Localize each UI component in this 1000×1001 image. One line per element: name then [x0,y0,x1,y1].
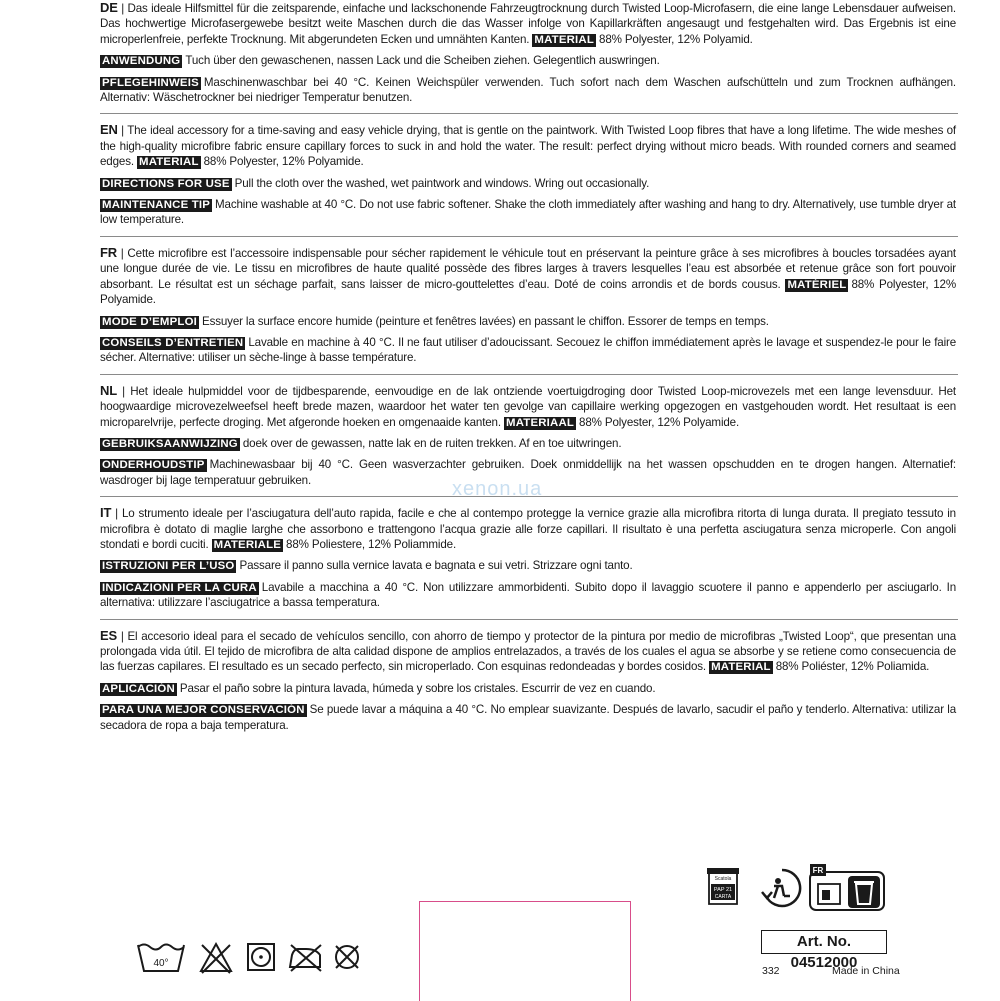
care-label: PFLEGEHINWEIS [102,76,199,89]
usage-paragraph [100,436,956,451]
usage-paragraph [100,558,956,573]
care-label: PARA UNA MEJOR CONSERVACIÓN [102,704,305,717]
section-it [100,505,956,610]
intro-text: El accesorio ideal para el secado de vehículos sencillo, con ahorro de tiempo y protector de la pintura por medio de microfibras „Twisted Loop“, que presentan una prolongada vida útil. El tejido de microfibra de alta calidad dispone de amplios entrelazados, a través de los cuales el agua se absorbe y se retiene como consecuencia de las fuerzas capilares. El resultado es un secado perfecto, sin microperlado. Con esquinas redondeadas y bordes cosidos. [100,629,956,674]
carton-top-label: Scatola [714,876,732,882]
usage-label: MODE D’EMPLOI [102,315,197,328]
usage-text: Pull the cloth over the washed, wet paintwork and windows. Wring out occasionally. [234,176,650,190]
intro-paragraph: ES | El accesorio ideal para el secado de vehículos sencillo, con ahorro de tiempo y protector de la pintura por medio de microfibras „Twisted Loop“, que presentan una prolongada vida útil. El tejido de microfibra de alta calidad dispone de amplios entrelazados, a través de los cuales el agua se absorbe y se retiene como consecuencia de las fuerzas capilares. El resultado es un secado perfecto, sin microperlado. Con esquinas redondeadas y bordes cosidos. MATERIAL 88% Poliéster, 12% Poliamida. [100,627,956,674]
usage-label: APLICACIÓN [102,682,175,695]
section-en [100,122,956,227]
intro-text: Het ideale hulpmiddel voor de tijdbesparende, eenvoudige en de lak ontziende voertuigdroging door Twisted Loop-microvezels met een lange levensduur. Het hoogwaardige microvezelweefsel heeft brede mazen, waardoor het water ten gevolge van capillaire werking opgezogen en vastgehouden wordt. Het resultaat is een microparelvrije, perfecte droging. Met afgeronde hoeken en omgenaaide kanten. [100,384,956,429]
material-label: MATÉRIEL [787,278,847,291]
section-nl [100,383,956,488]
material-label: MATERIAL [711,661,771,674]
care-paragraph [100,197,956,228]
no-iron-icon [286,941,326,973]
usage-label: DIRECTIONS FOR USE [102,177,230,190]
made-in-label: Made in China [832,965,900,977]
divider [100,374,958,375]
intro-text: The ideal accessory for a time-saving and easy vehicle drying, that is gentle on the paintwork. With Twisted Loop fibres that have a long lifetime. The wide meshes of the high-quality microfibre fabric ensure capillary forces to suck in and hold the water. The result: perfect drying without micro beads. With rounded corners and seamed edges. [100,124,957,169]
wash-temp-label: 40° [153,958,169,969]
usage-text: Essuyer la surface encore humide (peinture et fenêtres lavées) en passant le chiffon. Essorer de temps en temps. [202,314,769,328]
usage-text: doek over de gewassen, natte lak en de ruiten trekken. Af en toe uitwringen. [242,436,622,450]
care-text: Se puede lavar a máquina a 40 °C. No emplear suavizante. Después de lavarlo, sacudir el paño y tenderlo. Alternativa: utilizar la secadora de ropa a baja temperatura. [100,703,956,732]
care-paragraph [100,335,956,366]
usage-paragraph [100,314,956,329]
material-label: MATERIALE [213,538,282,551]
care-label: ONDERHOUDSTIP [102,459,205,472]
section-de [100,0,956,105]
fr-badge-label: FR [812,866,824,875]
lang-code: NL [100,382,118,398]
care-paragraph [100,580,956,611]
usage-label: ANWENDUNG [102,55,181,68]
carton-code-label: PAP 21 [713,887,733,893]
divider [100,619,958,620]
material-text: 88% Poliestere, 12% Poliammide. [286,537,457,551]
care-label: MAINTENANCE TIP [102,199,211,212]
care-label: CONSEILS D’ENTRETIEN [102,336,244,349]
intro-paragraph: IT | Lo strumento ideale per l’asciugatura dell’auto rapida, facile e che al contempo protegge la vernice grazie alla microfibra ritorta di lunga durata. Il pregiato tessuto in microfibra è dotato di maglie larghe che assorbono e trattengono l’acqua grazie alle forze capillari. Il risultato è una perfetta asciugatura senza microperle. Con angoli stondati e bordi cuciti. MATERIALE 88% Poliestere, 12% Poliammide. [100,505,956,551]
usage-label: GEBRUIKSAANWIJZING [102,437,238,450]
material-label: MATERIAL [534,33,595,46]
care-text: Maschinenwaschbar bei 40 °C. Keinen Weichspüler verwenden. Tuch sofort nach dem Waschen aufschütteln und zum Trocknen aufhängen. Alternativ: Wäschetrockner bei niedriger Temperatur benutzen. [100,75,956,105]
intro-paragraph: EN | The ideal accessory for a time-saving and easy vehicle drying, that is gentle on the paintwork. With Twisted Loop fibres that have a long lifetime. The wide meshes of the high-quality microfibre fabric ensure capillary forces to suck in and hold the water. The result: perfect drying without micro beads. With rounded corners and seamed edges. MATERIAL 88% Polyester, 12% Polyamide. [100,122,957,169]
intro-paragraph: NL | Het ideale hulpmiddel voor de tijdbesparende, eenvoudige en de lak ontziende voertuigdroging door Twisted Loop-microvezels met een lange levensduur. Het hoogwaardige microvezelweefsel heeft brede mazen, waardoor het water ten gevolge van capillaire werking opgezogen en vastgehouden wordt. Het resultaat is een microparelvrije, perfecte droging. Met afgeronde hoeken en omgenaaide kanten. MATERIAAL 88% Polyester, 12% Polyamide. [100,382,956,429]
material-text: 88% Polyester, 12% Polyamide. [203,155,364,169]
intro-paragraph: DE | Das ideale Hilfsmittel für die zeitsparende, einfache und lackschonende Fahrzeugtrocknung durch Twisted Loop-Microfasern, die eine lange Lebensdauer aufweisen. Das hochwertige Microfasergewebe besitzt weite Maschen durch die das Wasser infolge von Kapillarkräften angesaugt und festgehalten wird. Das Ergebnis ist eine microperlenfreie, perfekte Trocknung. Mit abgerundeten Ecken und umnähten Kanten. MATERIAL 88% Polyester, 12% Polyamid. [100,0,956,46]
product-code: 332 [762,965,780,977]
product-text [100,0,956,733]
usage-text: Pasar el paño sobre la pintura lavada, húmeda y sobre los cristales. Escurrir de vez en cuando. [179,681,656,695]
product-window [419,901,631,1001]
material-label: MATERIAAL [506,416,575,429]
material-text: 88% Polyester, 12% Polyamide. [100,277,956,307]
intro-text: Lo strumento ideale per l’asciugatura dell’auto rapida, facile e che al contempo protegge la vernice grazie alla microfibra ritorta di lunga durata. Il pregiato tessuto in microfibra è dotato di maglie larghe che assorbono e trattengono l’acqua grazie alle forze capillari. Il risultato è una perfetta asciugatura senza microperle. Con angoli stondati e bordi cuciti. [100,507,956,551]
care-text: Machine washable at 40 °C. Do not use fabric softener. Shake the cloth immediately after washing and hang to dry. Alternatively, use tumble dryer at low temperature. [100,198,956,227]
sorting-info-icon [808,862,886,912]
care-label: INDICAZIONI PER LA CURA [102,581,257,594]
care-paragraph [100,702,956,733]
material-label: MATERIAL [139,156,199,169]
article-number: Art. No. 04512000 [761,930,887,954]
intro-text: Das ideale Hilfsmittel für die zeitsparende, einfache und lackschonende Fahrzeugtrocknung durch Twisted Loop-Microfasern, die eine lange Lebensdauer aufweisen. Das hochwertige Microfasergewebe besitzt weite Maschen durch die das Wasser infolge von Kapillarkräften angesaugt und festgehalten wird. Das Ergebnis ist eine microperlenfreie, perfekte Trocknung. Mit abgerundeten Ecken und umnähten Kanten. [100,2,956,46]
triman-icon [760,866,804,910]
lang-code: IT [100,505,112,521]
care-text: Lavable en machine à 40 °C. Il ne faut utiliser d’adoucissant. Secouez le chiffon immédiatement après le lavage et suspendez-le pour le faire sécher. Alternative: utiliser un sèche-linge à basse température. [100,335,956,365]
usage-paragraph [100,681,956,696]
material-text: 88% Polyester, 12% Polyamide. [579,415,740,429]
wash-40-icon [136,941,186,977]
material-text: 88% Polyester, 12% Polyamid. [599,32,753,46]
lang-code: DE [100,0,118,15]
carton-bottom-label: CARTA [714,894,732,900]
usage-paragraph [100,176,956,191]
usage-label: ISTRUZIONI PER L’USO [102,560,235,573]
lang-code: EN [100,122,118,138]
care-paragraph [100,75,956,106]
carton-recycle-icon [703,866,743,910]
no-bleach-icon [198,941,234,975]
care-text: Machinewasbaar bij 40 °C. Geen wasverzachter gebruiken. Doek onmiddellijk na het wassen opschudden en te drogen hangen. Alternatief: wasdroger bij lage temperatuur gebruiken. [100,458,956,487]
section-es [100,628,956,733]
care-text: Lavabile a macchina a 40 °C. Non utilizzare ammorbidenti. Subito dopo il lavaggio scuotere il panno e appenderlo per asciugarlo. In alternativa: utilizzare l’asciugatrice a bassa temperatura. [100,580,956,610]
section-fr [100,245,956,366]
no-dry-clean-icon [332,941,362,973]
usage-text: Passare il panno sulla vernice lavata e bagnata e sui vetri. Strizzare ogni tanto. [239,559,633,573]
watermark: xenon.ua [452,478,543,500]
tumble-dry-low-icon [246,941,276,973]
usage-text: Tuch über den gewaschenen, nassen Lack und die Scheiben ziehen. Gelegentlich auswringen. [185,54,660,68]
divider [100,236,958,237]
intro-paragraph: FR | Cette microfibre est l’accessoire indispensable pour sécher rapidement le véhicule tout en préservant la peinture grâce à ses microfibres à boucles torsadées ayant une longue durée de vie. Le tissu en microfibres de haute qualité possède des fibres larges à travers lesquelles l’eau est absorbée et retenue grâce son fort pouvoir absorbant. Le résultat est un séchage parfait, sans laisser de micro-gouttelettes d’eau. Doté de coins arrondis et de bords cousus. MATÉRIEL 88% Polyester, 12% Polyamide. [100,244,956,307]
material-text: 88% Poliéster, 12% Poliamida. [775,660,930,674]
divider [100,113,958,114]
intro-text: Cette microfibre est l’accessoire indispensable pour sécher rapidement le véhicule tout en préservant la peinture grâce à ses microfibres à boucles torsadées ayant une longue durée de vie. Le tissu en microfibres de haute qualité possède des fibres larges à travers lesquelles l’eau est absorbée et retenue grâce son fort pouvoir absorbant. Le résultat est un séchage parfait, sans laisser de micro-gouttelettes d’eau. Doté de coins arrondis et de bords cousus. [100,246,956,291]
lang-code: FR [100,244,118,260]
lang-code: ES [100,627,118,643]
usage-paragraph [100,53,956,68]
